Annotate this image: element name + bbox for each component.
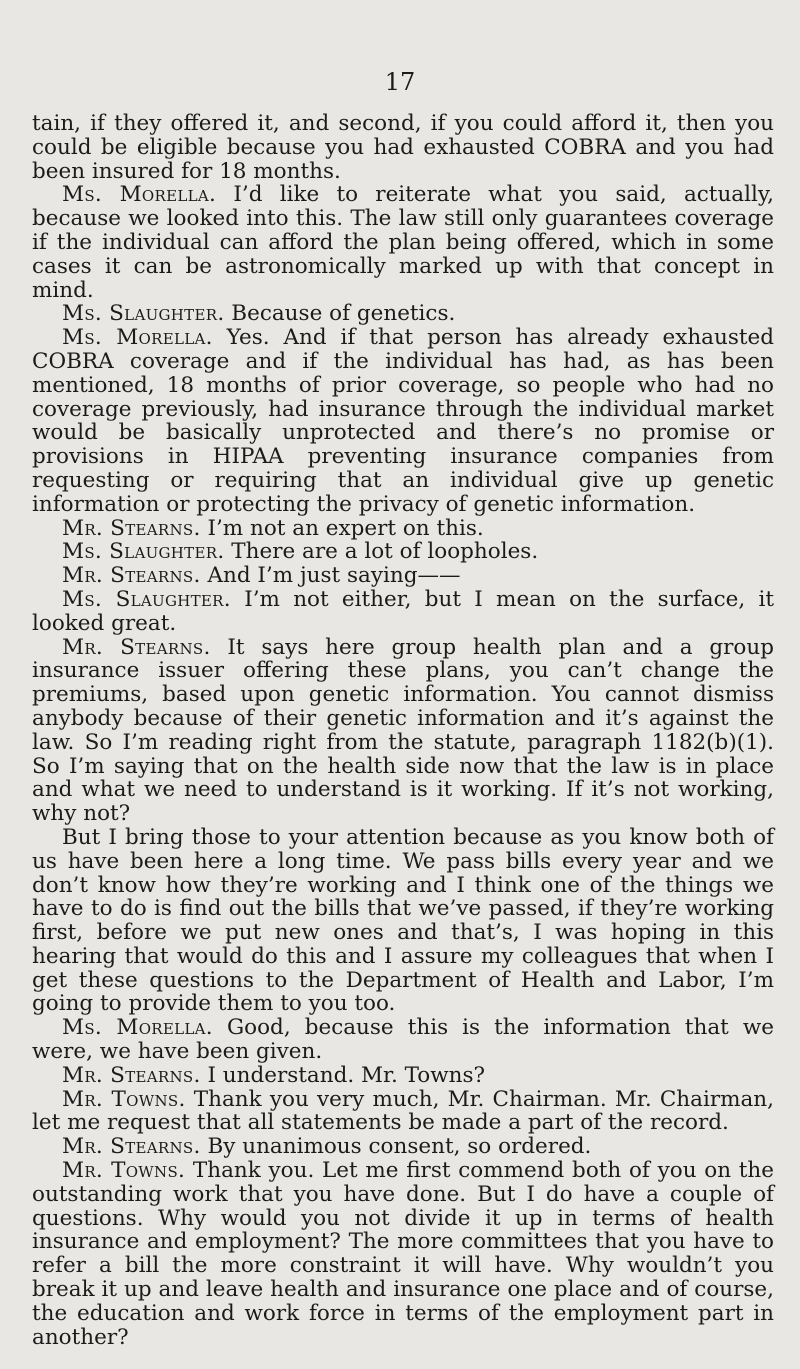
paragraph bbox=[32, 1135, 774, 1159]
paragraph bbox=[32, 517, 774, 541]
paragraph-text: It says here group health plan and a group insurance issuer offering these plans, you can’t change the premiums, based upon genetic information. You cannot dismiss anybody because of their genetic information and it’s against the law. So I’m reading right from the statute, paragraph 1182(b)(1). So I’m saying that on the health side now that the law is in place and what we need to understand is it working. If it’s not working, why not? bbox=[32, 634, 774, 827]
paragraph bbox=[32, 1159, 774, 1349]
speaker-name: Ms. Morella. bbox=[62, 325, 213, 351]
paragraph bbox=[32, 588, 774, 636]
paragraph bbox=[32, 564, 774, 588]
paragraph bbox=[32, 112, 774, 183]
speaker-name: Ms. Morella. bbox=[62, 182, 217, 208]
speaker-name: Ms. Slaughter. bbox=[62, 301, 225, 327]
paragraph-text: Good, because this is the information that we were, we have been given. bbox=[32, 1015, 775, 1065]
paragraph bbox=[32, 1088, 774, 1136]
paragraph bbox=[32, 540, 774, 564]
paragraph-text: And I’m just saying—— bbox=[200, 563, 461, 589]
paragraph bbox=[32, 183, 774, 302]
paragraph-text: Thank you. Let me first commend both of you on the outstanding work that you have done. But I do have a couple of questions. Why would you not divide it up in terms of health insurance and employment? The more committees that you have to refer a bill the more constraint it will have. Why wouldn’t you break it up and leave health and insurance one place and of course, the education and work force in terms of the employment part in another? bbox=[32, 1158, 774, 1350]
paragraph bbox=[32, 302, 774, 326]
speaker-name: Mr. Stearns. bbox=[62, 1134, 201, 1160]
paragraph bbox=[32, 1064, 774, 1088]
speaker-name: Mr. Towns. bbox=[62, 1086, 186, 1112]
speaker-name: Ms. Slaughter. bbox=[62, 539, 225, 565]
paragraph bbox=[32, 326, 774, 516]
speaker-name: Mr. Towns. bbox=[62, 1158, 186, 1184]
paragraph-text: Thank you very much, Mr. Chairman. Mr. Chairman, let me request that all statements be made a part of the record. bbox=[32, 1086, 774, 1136]
speaker-name: Ms. Morella. bbox=[62, 1015, 213, 1041]
speaker-name: Mr. Stearns. bbox=[62, 634, 211, 660]
speaker-name: Mr. Stearns. bbox=[62, 515, 201, 541]
speaker-name: Mr. Stearns. bbox=[62, 563, 201, 589]
paragraph-text: I’d like to reiterate what you said, actually, because we looked into this. The law still only guarantees coverage if the individual can afford the plan being offered, which in some cases it can be astronomically marked up with that concept in mind. bbox=[32, 182, 774, 303]
paragraph-text: I understand. Mr. Towns? bbox=[200, 1062, 486, 1088]
speaker-name: Ms. Slaughter. bbox=[62, 586, 231, 612]
paragraph bbox=[32, 636, 774, 826]
paragraph-text: tain, if they offered it, and second, if you could afford it, then you could be eligible because you had exhausted COBRA and you had been insured for 18 months. bbox=[32, 111, 774, 184]
paragraph-text: I’m not an expert on this. bbox=[200, 515, 484, 541]
paragraph-text: But I bring those to your attention because as you know both of us have been here a long time. We pass bills every year and we don’t know how they’re working and I think one of the things we have to do is find out the bills that we’ve passed, if they’re working first, before we put new ones and that’s, I was hoping in this hearing that would do this and I assure my colleagues that when I get these questions to the Department of Health and Labor, I’m going to provide them to you too. bbox=[32, 824, 774, 1017]
speaker-name: Mr. Stearns. bbox=[62, 1062, 201, 1088]
body-text bbox=[32, 112, 774, 1349]
paragraph-text: I’m not either, but I mean on the surface, it looked great. bbox=[32, 586, 774, 636]
paragraph-text: Yes. And if that person has already exhausted COBRA coverage and if the individual has had, as has been mentioned, 18 months of prior coverage, so people who had no coverage previously, had insurance through the individual market would be basically unprotected and there’s no promise or provisions in HIPAA preventing insurance companies from requesting or requiring that an individual give up genetic information or protecting the privacy of genetic information. bbox=[32, 325, 774, 517]
paragraph bbox=[32, 1016, 774, 1064]
paragraph-text: There are a lot of loopholes. bbox=[224, 539, 539, 565]
paragraph-text: Because of genetics. bbox=[224, 301, 456, 327]
page-number: 17 bbox=[384, 68, 416, 96]
paragraph-text: By unanimous consent, so ordered. bbox=[200, 1134, 592, 1160]
paragraph bbox=[32, 826, 774, 1016]
